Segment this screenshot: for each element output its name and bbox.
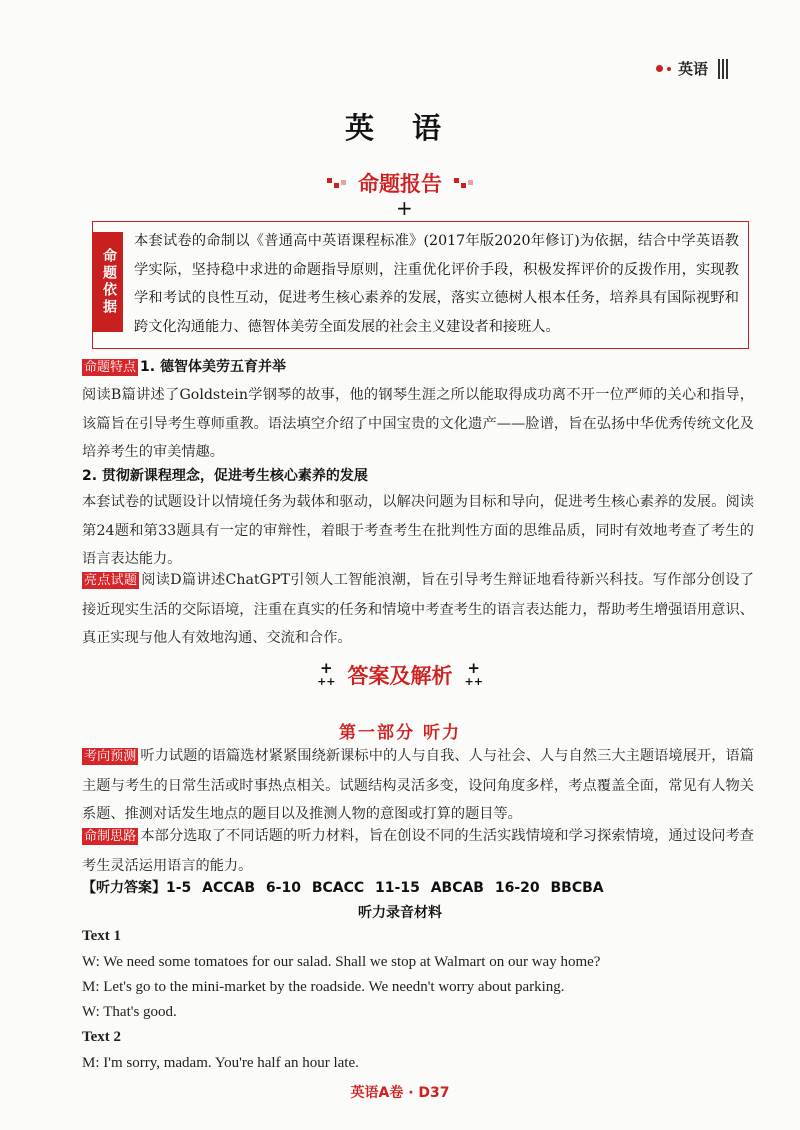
point1-title: 1. 德智体美劳五育并举 (140, 359, 286, 375)
decor-squares-icon (454, 178, 473, 188)
transcript-line: W: We need some tomatoes for our salad. Shall we stop at Walmart on our way home? (82, 954, 601, 970)
transcript-line: M: I'm sorry, madam. You're half an hour late. (82, 1055, 359, 1071)
idea-text: 本部分选取了不同话题的听力材料，旨在创设不同的生活实践情境和学习探索情境，通过设问考查考生灵活运用语言的能力。 (82, 828, 754, 874)
basis-label: 命题依据 (93, 232, 123, 332)
listening-answers (82, 877, 604, 897)
answers-heading-text: 答案及解析 (347, 664, 453, 688)
plus-cluster-icon: + ++ (317, 659, 336, 688)
point2-text: 本套试卷的试题设计以情境任务为载体和驱动，以解决问题为目标和导向，促进考生核心素养的发展。阅读第24题和第33题具有一定的审辩性，着眼于考查考生在批判性方面的思维品质，同时有效地考查了考生的语言表达能力。 (82, 494, 754, 567)
forecast-tag: 考向预测 (84, 749, 137, 764)
idea-tag: 命制思路 (84, 829, 137, 844)
script-title: 听力录音材料 (358, 905, 442, 921)
forecast-paragraph (82, 742, 754, 829)
highlight-text: 阅读D篇讲述ChatGPT引领人工智能浪潮，旨在引导考生辩证地看待新兴科技。写作部分创设了接近现实生活的交际语境，注重在真实的任务和情境中考查考生的语言表达能力，帮助考生增强语用意识、真正实现与他人有效地沟通、交流和合作。 (82, 572, 754, 646)
transcript-heading: Text 2 (82, 1029, 122, 1045)
subject-label: 英语 (678, 60, 709, 78)
page-title: 英 语 (344, 111, 456, 145)
answer-values: 1-5 ACCAB 6-10 BCACC 11-15 ABCAB 16-20 BBCBA (166, 880, 604, 896)
subject-tab (656, 58, 728, 79)
point2-title: 2. 贯彻新课程理念，促进考生核心素养的发展 (82, 468, 368, 484)
features-line (82, 353, 754, 383)
transcript-line: W: That's good. (82, 1004, 177, 1020)
plus-icon: + (396, 196, 413, 220)
report-heading-text: 命题报告 (358, 172, 442, 196)
forecast-text: 听力试题的语篇选材紧紧围绕新课标中的人与自我、人与社会、人与自然三大主题语境展开，语篇主题与考生的日常生活或时事热点相关。试题结构灵活多变，设问角度多样，考点覆盖全面，常见有人物关系题、推测对话发生地点的题目以及推测人物的意图或打算的题目等。 (82, 748, 754, 822)
dot-icon (667, 67, 671, 71)
page-footer: 英语A卷 · D37 (350, 1085, 450, 1101)
highlight-paragraph (82, 566, 754, 653)
part-title: 第一部分 听力 (339, 723, 461, 743)
transcript-line: M: Let's go to the mini-market by the roadside. We needn't worry about parking. (82, 979, 565, 995)
report-heading (0, 168, 800, 198)
answers-heading (0, 660, 800, 690)
decor-squares-icon (327, 178, 346, 188)
basis-text: 本套试卷的命制以《普通高中英语课程标准》(2017年版2020年修订)为依据，结合中学英语教学实际，坚持稳中求进的命题指导原则，注重优化评价手段，积极发挥评价的反拨作用，实现教学和考试的良性互动，促进考生核心素养的发展，落实立德树人根本任务，培养具有国际视野和跨文化沟通能力、德智体美劳全面发展的社会主义建设者和接班人。 (134, 233, 739, 335)
point1-text: 阅读B篇讲述了Goldstein学钢琴的故事，他的钢琴生涯之所以能取得成功离不开一位严师的关心和指导，该篇旨在引导考生尊师重教。语法填空介绍了中国宝贵的文化遗产——脸谱，旨在弘扬中华优秀传统文化及培养考生的审美情趣。 (82, 387, 754, 460)
features-tag: 命题特点 (84, 360, 137, 375)
plus-cluster-icon: + ++ (464, 659, 483, 688)
dot-icon (656, 65, 663, 72)
highlight-tag: 亮点试题 (84, 573, 138, 588)
transcript-heading: Text 1 (82, 928, 122, 944)
idea-paragraph (82, 822, 754, 880)
answer-label: 【听力答案】 (82, 880, 166, 896)
bar-icon (718, 59, 728, 79)
